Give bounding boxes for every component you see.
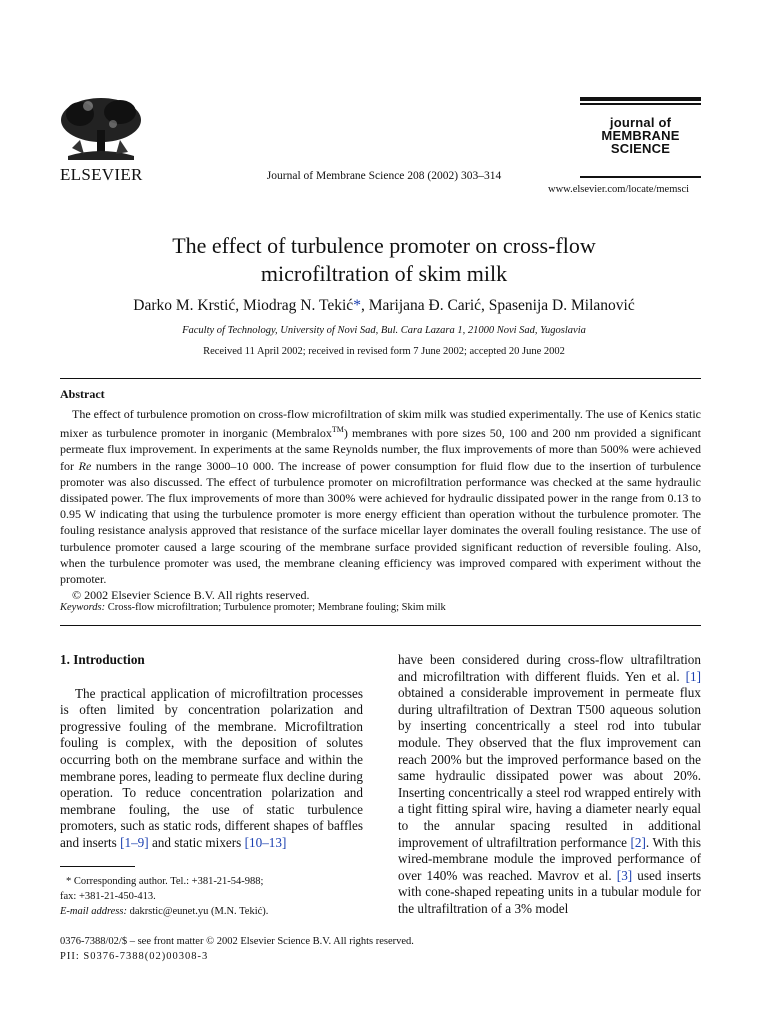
journal-logo-line: MEMBRANE (601, 128, 680, 143)
abstract-body (60, 406, 701, 603)
publication-info (60, 934, 701, 964)
publisher-name: ELSEVIER (60, 165, 143, 184)
body-text: . With this wired-membrane module the improved performance of over 140% was reached. Mavrov et al. (398, 834, 701, 883)
pii-line: PII: S0376-7388(02)00308-3 (60, 951, 209, 962)
body-text: used inserts with cone-shaped repeating units in a tubular module for the ultrafiltration of a 3% model (398, 867, 701, 916)
abstract-text: ) membranes with pore sizes 50, 100 and 200 nm provided a significant permeate flux improvement. In experiments at the same Reynolds number, the flux improvements of more than 500% were achieved for (60, 426, 701, 473)
journal-reference: Journal of Membrane Science 208 (2002) 303–314 (266, 170, 502, 182)
divider (60, 378, 701, 379)
body-text: and static mixers (148, 834, 245, 850)
intro-paragraph (60, 686, 363, 852)
journal-logo-rule (580, 97, 701, 101)
issn-line: 0376-7388/02/$ – see front matter © 2002 Elsevier Science B.V. All rights reserved. (60, 936, 414, 947)
journal-url-link[interactable]: www.elsevier.com/locate/memsci (548, 184, 690, 195)
body-text: have been considered during cross-flow ultrafiltration and microfiltration with different fluids. Yen et al. (398, 652, 701, 684)
authors-text: , Marijana Đ. Carić, Spasenija D. Milanović (360, 297, 635, 314)
article-title (0, 232, 768, 288)
reynolds-symbol: Re (78, 458, 92, 473)
section-heading: 1. Introduction (60, 652, 145, 667)
author-list (0, 297, 768, 315)
abstract-paragraph (60, 406, 701, 587)
abstract-text: The effect of turbulence promotion on cross-flow microfiltration of skim milk was studied experimentally. The use of Kenics static mixer as turbulence promoter in inorganic (Membralox (60, 407, 701, 441)
trademark-mark: TM (331, 425, 344, 435)
journal-logo-line: journal of (609, 115, 672, 130)
journal-logo (580, 116, 701, 155)
journal-logo-rule (580, 176, 701, 178)
citation-link[interactable]: [3] (616, 867, 633, 883)
citation-link[interactable]: [10–13] (244, 834, 287, 850)
citation-link[interactable]: [1–9] (120, 834, 149, 850)
email-text[interactable]: dakrstic@eunet.yu (M.N. Tekić). (126, 906, 269, 917)
footnote-line: * Corresponding author. Tel.: +381-21-54-988; (66, 876, 264, 887)
left-column (60, 652, 363, 852)
body-text: obtained a considerable improvement in permeate flux during ultrafiltration of Dextran T500 aqueous solution by inserting concentrically a steel rod into tubular module. They observed that the flux improvement can reach 200% but the improved performance based on the same hydraulic dissipated power was about 20%. Inserting concentrically a steel rod wrapped entirely with a tight fitting spiral wire, having a diameter nearly equal to the annular spacing resulted in additional improvement of ultrafiltration performance (398, 685, 701, 850)
keywords-text: Cross-flow microfiltration; Turbulence promoter; Membrane fouling; Skim milk (105, 602, 446, 613)
divider (60, 625, 701, 626)
footnote-rule (60, 866, 135, 867)
intro-paragraph-continued (398, 652, 701, 918)
email-label: E-mail address: (60, 906, 127, 917)
keywords-label: Keywords: (60, 602, 106, 613)
abstract-text: numbers in the range 3000–10 000. The increase of power consumption for fluid flow due to the insertion of turbulence promoter was also discussed. The effect of turbulence promoter on microfiltration performance was checked at the same hydraulic dissipated power. The flux improvements of more than 300% were achieved for hydraulic dissipated power in the range from 0.13 to 0.95 W indicating that using the turbulence promoter is more energy efficient than operation without the turbulence promoter. The fouling resistance analysis approved that resistance of the surface micellar layer dominates the overall fouling resistance. The use of turbulence promoter caused a large scouring of the membrane surface provided significant reduction of reversible fouling. Also, when the turbulence promoter was used, the membrane cleaning efficiency was improved compared with experiment without the promoter. (60, 458, 701, 587)
corresponding-author-link[interactable]: * (353, 297, 361, 314)
abstract-heading: Abstract (60, 387, 105, 401)
journal-logo-line: SCIENCE (610, 141, 671, 156)
affiliation: Faculty of Technology, University of Novi Sad, Bul. Cara Lazara 1, 21000 Novi Sad, Yugoslavia (182, 325, 586, 336)
abstract-copyright: © 2002 Elsevier Science B.V. All rights reserved. (72, 588, 310, 603)
footnote (60, 874, 363, 919)
body-text: The practical application of microfiltration processes is often limited by concentration polarization and progressive fouling of the membrane. Microfiltration fouling is complex, with the deposition of solutes occurring both on the membrane surface and within the membrane pores, leading to permeate flux decline during operation. To reduce concentration polarization and membrane fouling, the use of static turbulence promoters, such as static rods, different shapes of baffles and inserts (60, 685, 363, 850)
received-dates: Received 11 April 2002; received in revised form 7 June 2002; accepted 20 June 2002 (203, 346, 565, 357)
footnote-line: fax: +381-21-450-413. (60, 891, 156, 902)
citation-link[interactable]: [1] (685, 668, 701, 684)
keywords (60, 602, 701, 613)
footnote-email (60, 904, 363, 919)
journal-logo-rule (580, 103, 701, 105)
title-line: microfiltration of skim milk (260, 261, 508, 286)
citation-link[interactable]: [2] (630, 834, 646, 850)
authors-text: Darko M. Krstić, Miodrag N. Tekić (133, 297, 354, 314)
title-line: The effect of turbulence promoter on cross-flow (172, 233, 596, 258)
right-column (398, 652, 701, 918)
elsevier-tree-logo (58, 96, 144, 162)
